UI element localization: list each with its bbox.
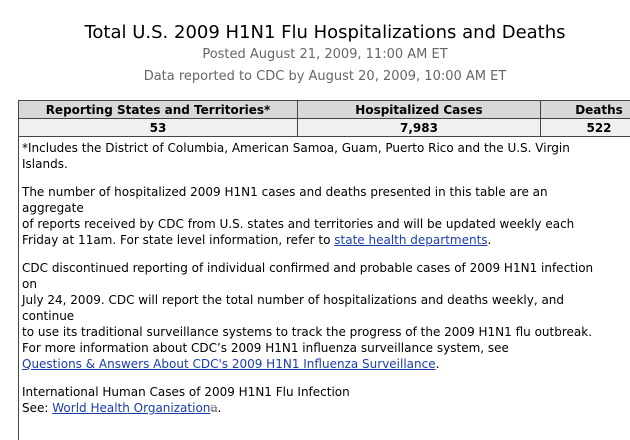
para2-line: to use its traditional surveillance systems to track the progress of the 2009 H1N1 flu outbreak. <box>22 324 630 340</box>
para1-line: Friday at 11am. For state level information, refer to <box>22 233 334 247</box>
header-states: Reporting States and Territories* <box>19 101 298 119</box>
header-hospitalized: Hospitalized Cases <box>298 101 541 119</box>
external-link-icon: ⧉ <box>210 404 217 415</box>
para1-line: of reports received by CDC from U.S. states and territories and will be updated weekly each <box>22 216 630 232</box>
value-states: 53 <box>19 119 298 137</box>
international-heading: International Human Cases of 2009 H1N1 Flu Infection <box>22 384 630 400</box>
table-header-row <box>19 101 630 119</box>
table-row <box>19 119 630 137</box>
who-link[interactable]: World Health Organization <box>52 401 210 415</box>
footnote-line: *Includes the District of Columbia, American Samoa, Guam, Puerto Rico and the U.S. Virgin <box>22 140 630 156</box>
footnote-line: Islands. <box>22 156 630 172</box>
period: . <box>218 401 222 415</box>
para2-line: For more information about CDC’s 2009 H1N1 influenza surveillance system, see <box>22 340 630 356</box>
para2-line: on <box>22 276 630 292</box>
para2-line: July 24, 2009. CDC will report the total number of hospitalizations and deaths weekly, and <box>22 292 630 308</box>
header-deaths: Deaths <box>541 101 630 119</box>
value-deaths: 522 <box>541 119 630 137</box>
notes-cell <box>19 137 630 440</box>
hospitalizations-table <box>18 100 630 440</box>
para2-line: continue <box>22 308 630 324</box>
posted-date: Posted August 21, 2009, 11:00 AM ET <box>0 47 630 62</box>
surveillance-qa-link[interactable]: Questions & Answers About CDC's 2009 H1N1 Influenza Surveillance <box>22 357 436 371</box>
period: . <box>436 357 440 371</box>
para1-line: The number of hospitalized 2009 H1N1 cases and deaths presented in this table are an <box>22 184 630 200</box>
state-health-departments-link[interactable]: state health departments <box>334 233 487 247</box>
value-hospitalized: 7,983 <box>298 119 541 137</box>
period: . <box>488 233 492 247</box>
page-title: Total U.S. 2009 H1N1 Flu Hospitalizations and Deaths <box>0 22 630 43</box>
para2-line: CDC discontinued reporting of individual confirmed and probable cases of 2009 H1N1 infection <box>22 260 630 276</box>
para1-line: aggregate <box>22 200 630 216</box>
see-label: See: <box>22 401 52 415</box>
reported-date: Data reported to CDC by August 20, 2009, 10:00 AM ET <box>0 69 630 84</box>
